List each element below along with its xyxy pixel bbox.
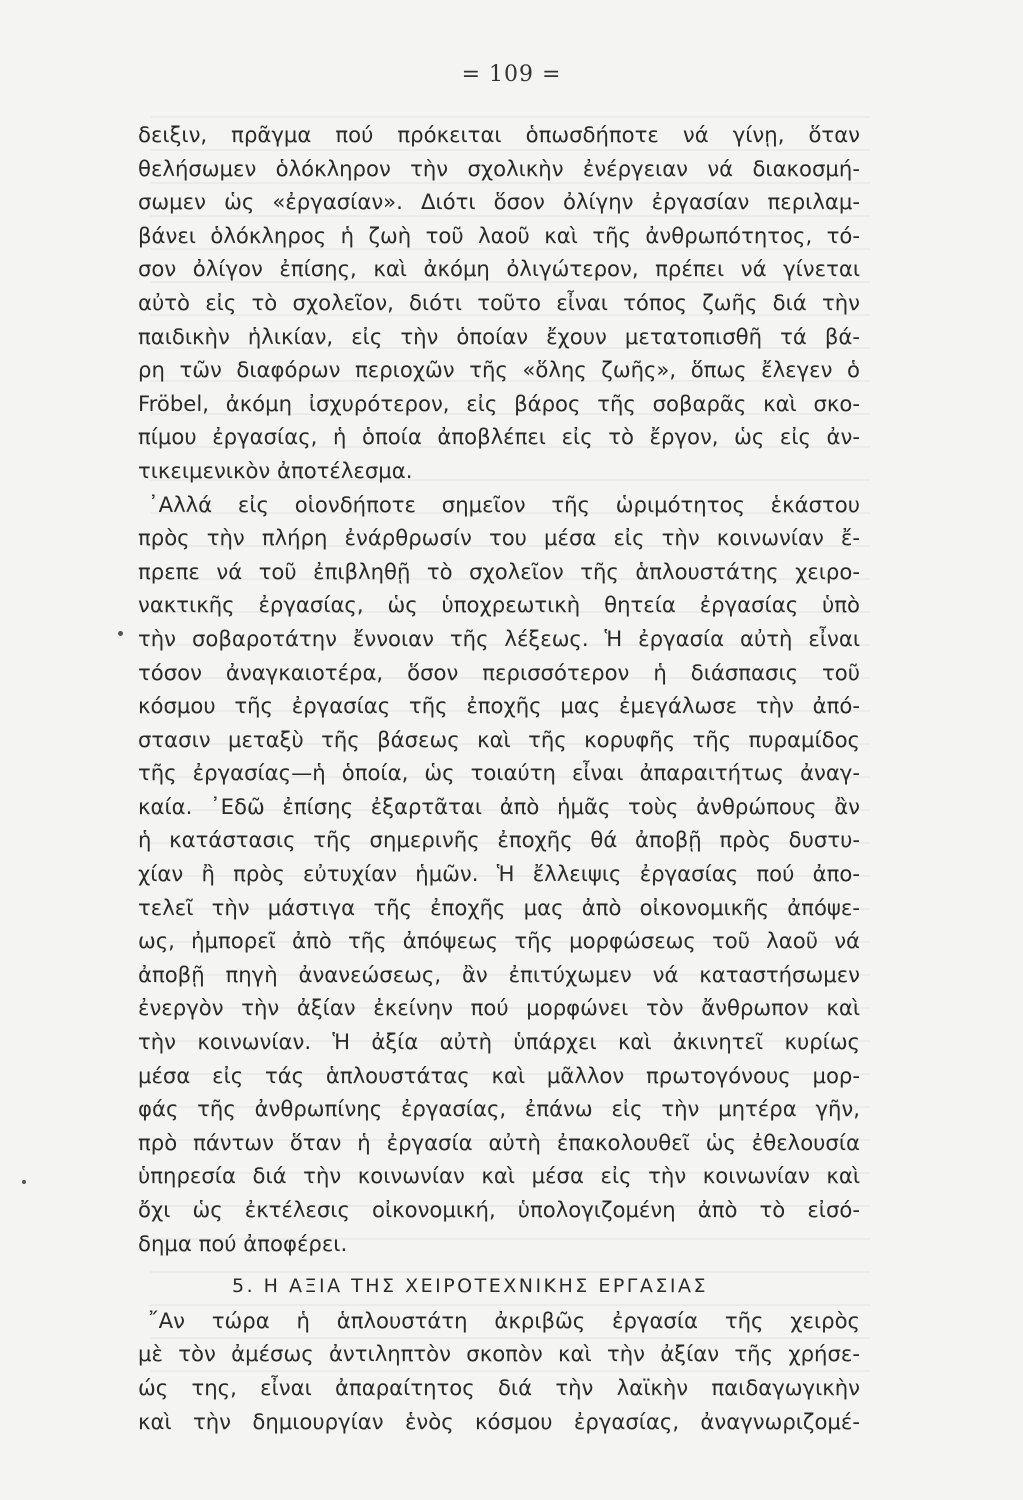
text-line: τικειμενικὸν ἀποτέλεσμα. xyxy=(138,457,413,483)
text-line: τὴν κοινωνίαν. Ἡ ἀξία αὐτὴ ὑπάρχει καὶ ἀκινητεῖ κυρίως xyxy=(138,1029,860,1055)
text-line: ἡ κατάστασις τῆς σημερινῆς ἐποχῆς θά ἀποβῇ πρὸς δυστυ- xyxy=(138,827,860,853)
text-line: τελεῖ τὴν μάστιγα τῆς ἐποχῆς μας ἀπὸ οἰκονομικῆς ἀπόψε- xyxy=(138,894,860,920)
text-line: τῆς ἐργασίας—ἡ ὁποία, ὡς τοιαύτη εἶναι ἀπαραιτήτως ἀναγ- xyxy=(138,760,860,786)
paragraph-3 xyxy=(138,1304,860,1438)
text-line: στασιν μεταξὺ τῆς βάσεως καὶ τῆς κορυφῆς τῆς πυραμίδος xyxy=(138,726,860,752)
text-line: σωμεν ὡς «ἐργασίαν». Διότι ὅσον ὀλίγην ἐργασίαν περιλαμ- xyxy=(138,189,860,215)
text-line: βάνει ὁλόκληρος ἡ ζωὴ τοῦ λαοῦ καὶ τῆς ἀνθρωπότητος, τό- xyxy=(138,222,860,248)
text-line: δειξιν, πρᾶγμα πού πρόκειται ὁπωσδήποτε νά γίνῃ, ὅταν xyxy=(138,122,860,147)
text-line: θελήσωμεν ὁλόκληρον τὴν σχολικὴν ἐνέργειαν νά διακοσμή- xyxy=(138,155,860,181)
text-line: ἀποβῇ πηγὴ ἀνανεώσεως, ἂν ἐπιτύχωμεν νά καταστήσωμεν xyxy=(138,961,860,987)
text-line: κόσμου τῆς ἐργασίας τῆς ἐποχῆς μας ἐμεγάλωσε τὴν ἀπό- xyxy=(138,693,860,719)
text-line: φάς τῆς ἀνθρωπίνης ἐργασίας, ἐπάνω εἰς τὴν μητέρα γῆν, xyxy=(138,1096,860,1122)
text-line: χίαν ἢ πρὸς εὐτυχίαν ἡμῶν. Ἡ ἔλλειψις ἐργασίας πού ἀπο- xyxy=(138,861,860,887)
body-text xyxy=(138,118,860,1438)
scan-speck xyxy=(118,631,123,636)
text-line: καὶ τὴν δημιουργίαν ἑνὸς κόσμου ἐργασίας, ἀναγνωριζομέ- xyxy=(138,1408,860,1434)
text-line: πίμου ἐργασίας, ἡ ὁποία ἀποβλέπει εἰς τὸ ἔργον, ὡς εἰς ἀν- xyxy=(138,424,860,450)
text-line: ἐνεργὸν τὴν ἀξίαν ἐκείνην πού μορφώνει τὸν ἄνθρωπον καὶ xyxy=(138,995,860,1021)
section-heading: 5. Η ΑΞΙΑ ΤΗΣ ΧΕΙΡΟΤΕΧΝΙΚΗΣ ΕΡΓΑΣΙΑΣ xyxy=(232,1275,709,1298)
text-line: πρὸς τὴν πλήρη ἐνάρθρωσίν του μέσα εἰς τὴν κοινωνίαν ἔ- xyxy=(138,525,860,551)
page-number: = 109 = xyxy=(461,62,562,87)
paragraph-1 xyxy=(138,118,860,488)
text-line: ρη τῶν διαφόρων περιοχῶν τῆς «ὅλης ζωῆς», ὅπως ἔλεγεν ὁ xyxy=(138,357,860,383)
text-line: ως, ἠμπορεῖ ἀπὸ τῆς ἀπόψεως τῆς μορφώσεως τοῦ λαοῦ νά xyxy=(138,928,860,954)
text-line: ὑπηρεσία διά τὴν κοινωνίαν καὶ μέσα εἰς τὴν κοινωνίαν καὶ xyxy=(138,1163,860,1189)
text-line: πρεπε νά τοῦ ἐπιβληθῇ τὸ σχολεῖον τῆς ἁπλουστάτης χειρο- xyxy=(138,558,860,584)
text-line: ὄχι ὡς ἐκτέλεσις οἰκονομική, ὑπολογιζομένη ἀπὸ τὸ εἰσό- xyxy=(138,1197,860,1222)
text-line: πρὸ πάντων ὅταν ἡ ἐργασία αὐτὴ ἐπακολουθεῖ ὡς ἐθελουσία xyxy=(138,1129,860,1155)
text-line: παιδικὴν ἡλικίαν, εἰς τὴν ὁποίαν ἔχουν μετατοπισθῆ τά βά- xyxy=(138,323,860,349)
text-line: Fröbel, ἀκόμη ἰσχυρότερον, εἰς βάρος τῆς σοβαρᾶς καὶ σκο- xyxy=(138,390,860,416)
text-line: νακτικῆς ἐργασίας, ὡς ὑποχρεωτικὴ θητεία ἐργασίας ὑπὸ xyxy=(138,592,860,618)
text-line: τόσον ἀναγκαιοτέρα, ὅσον περισσότερον ἡ διάσπασις τοῦ xyxy=(138,659,860,685)
text-line: ῎Αν τώρα ἡ ἁπλουστάτη ἀκριβῶς ἐργασία τῆς χειρὸς xyxy=(148,1307,860,1333)
text-line: καία. ᾿Εδῶ ἐπίσης ἐξαρτᾶται ἀπὸ ἡμᾶς τοὺς ἀνθρώπους ἂν xyxy=(138,793,860,819)
text-line: αὐτὸ εἰς τὸ σχολεῖον, διότι τοῦτο εἶναι τόπος ζωῆς διά τὴν xyxy=(138,289,860,315)
text-line: μὲ τὸν ἀμέσως ἀντιληπτὸν σκοπὸν καὶ τὴν ἀξίαν τῆς χρήσε- xyxy=(138,1341,860,1367)
text-line: σον ὀλίγον ἐπίσης, καὶ ἀκόμη ὀλιγώτερον, πρέπει νά γίνεται xyxy=(138,256,860,282)
paragraph-2 xyxy=(138,488,860,1261)
text-line: τὴν σοβαροτάτην ἔννοιαν τῆς λέξεως. Ἡ ἐργασία αὐτὴ εἶναι xyxy=(138,625,860,651)
text-line: μέσα εἰς τάς ἁπλουστάτας καὶ μᾶλλον πρωτογόνους μορ- xyxy=(138,1062,860,1088)
text-line: δημα πού ἀποφέρει. xyxy=(138,1230,348,1256)
text-line: ώς της, εἶναι ἀπαραίτητος διά τὴν λαϊκὴν παιδαγωγικὴν xyxy=(138,1374,860,1400)
text-line: ᾿Αλλά εἰς οἱονδήποτε σημεῖον τῆς ὡριμότητος ἑκάστου xyxy=(148,491,860,517)
scan-speck xyxy=(22,1180,26,1184)
